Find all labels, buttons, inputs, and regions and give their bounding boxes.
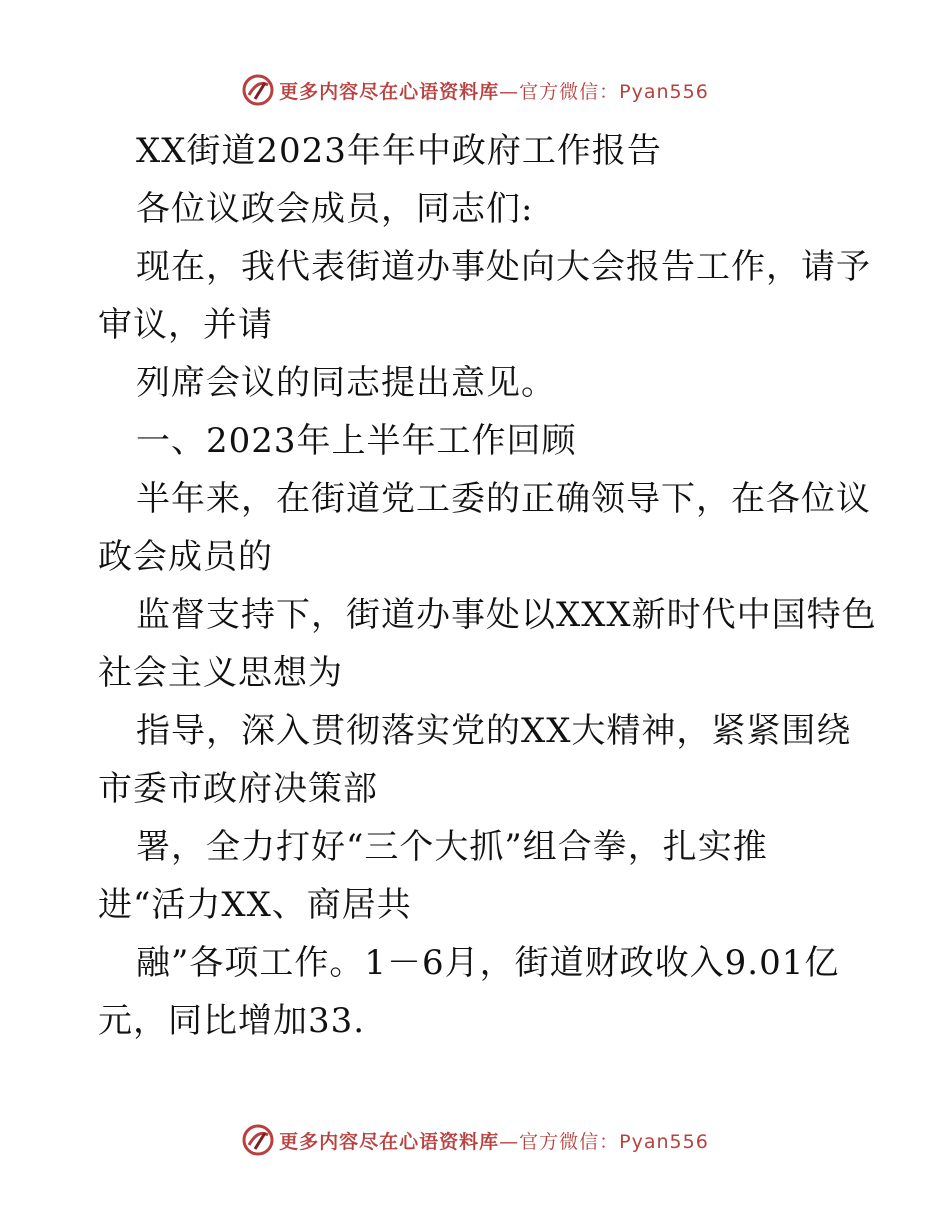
paragraph-line: 现在，我代表街道办事处向大会报告工作，请予 bbox=[136, 247, 871, 287]
bottom-watermark-banner bbox=[0, 1120, 950, 1160]
brand-logo-icon bbox=[241, 73, 275, 107]
paragraph-line: 半年来，在街道党工委的正确领导下，在各位议 bbox=[136, 479, 871, 519]
watermark-suffix-text: —官方微信：Pyan556 bbox=[499, 1130, 709, 1153]
brand-logo-icon bbox=[241, 1123, 275, 1157]
salutation-line: 各位议政会成员，同志们: bbox=[136, 189, 534, 229]
paragraph-line: 社会主义思想为 bbox=[98, 653, 343, 693]
paragraph-line: 进“活力XX、商居共 bbox=[98, 885, 412, 925]
paragraph-line: 列席会议的同志提出意见。 bbox=[136, 363, 556, 403]
paragraph-line: 市委市政府决策部 bbox=[98, 769, 378, 809]
paragraph-line: 指导，深入贯彻落实党的XX大精神，紧紧围绕 bbox=[136, 711, 852, 751]
document-body bbox=[98, 122, 877, 1050]
watermark-brand-text: 更多内容尽在心语资料库 bbox=[279, 1130, 500, 1153]
paragraph-line: 元，同比增加33. bbox=[98, 1001, 366, 1041]
paragraph-line: 政会成员的 bbox=[98, 537, 273, 577]
document-title: XX街道2023年年中政府工作报告 bbox=[136, 131, 662, 171]
watermark-brand-text: 更多内容尽在心语资料库 bbox=[279, 80, 500, 103]
paragraph-line: 署，全力打好“三个大抓”组合拳，扎实推 bbox=[136, 827, 768, 867]
paragraph-line: 监督支持下，街道办事处以XXX新时代中国特色 bbox=[136, 595, 877, 635]
top-watermark-banner bbox=[0, 70, 950, 110]
paragraph-line: 融”各项工作。1－6月，街道财政收入9.01亿 bbox=[136, 943, 840, 983]
watermark-suffix-text: —官方微信：Pyan556 bbox=[499, 80, 709, 103]
section-heading: 一、2023年上半年工作回顾 bbox=[136, 421, 577, 461]
paragraph-line: 审议，并请 bbox=[98, 305, 273, 345]
